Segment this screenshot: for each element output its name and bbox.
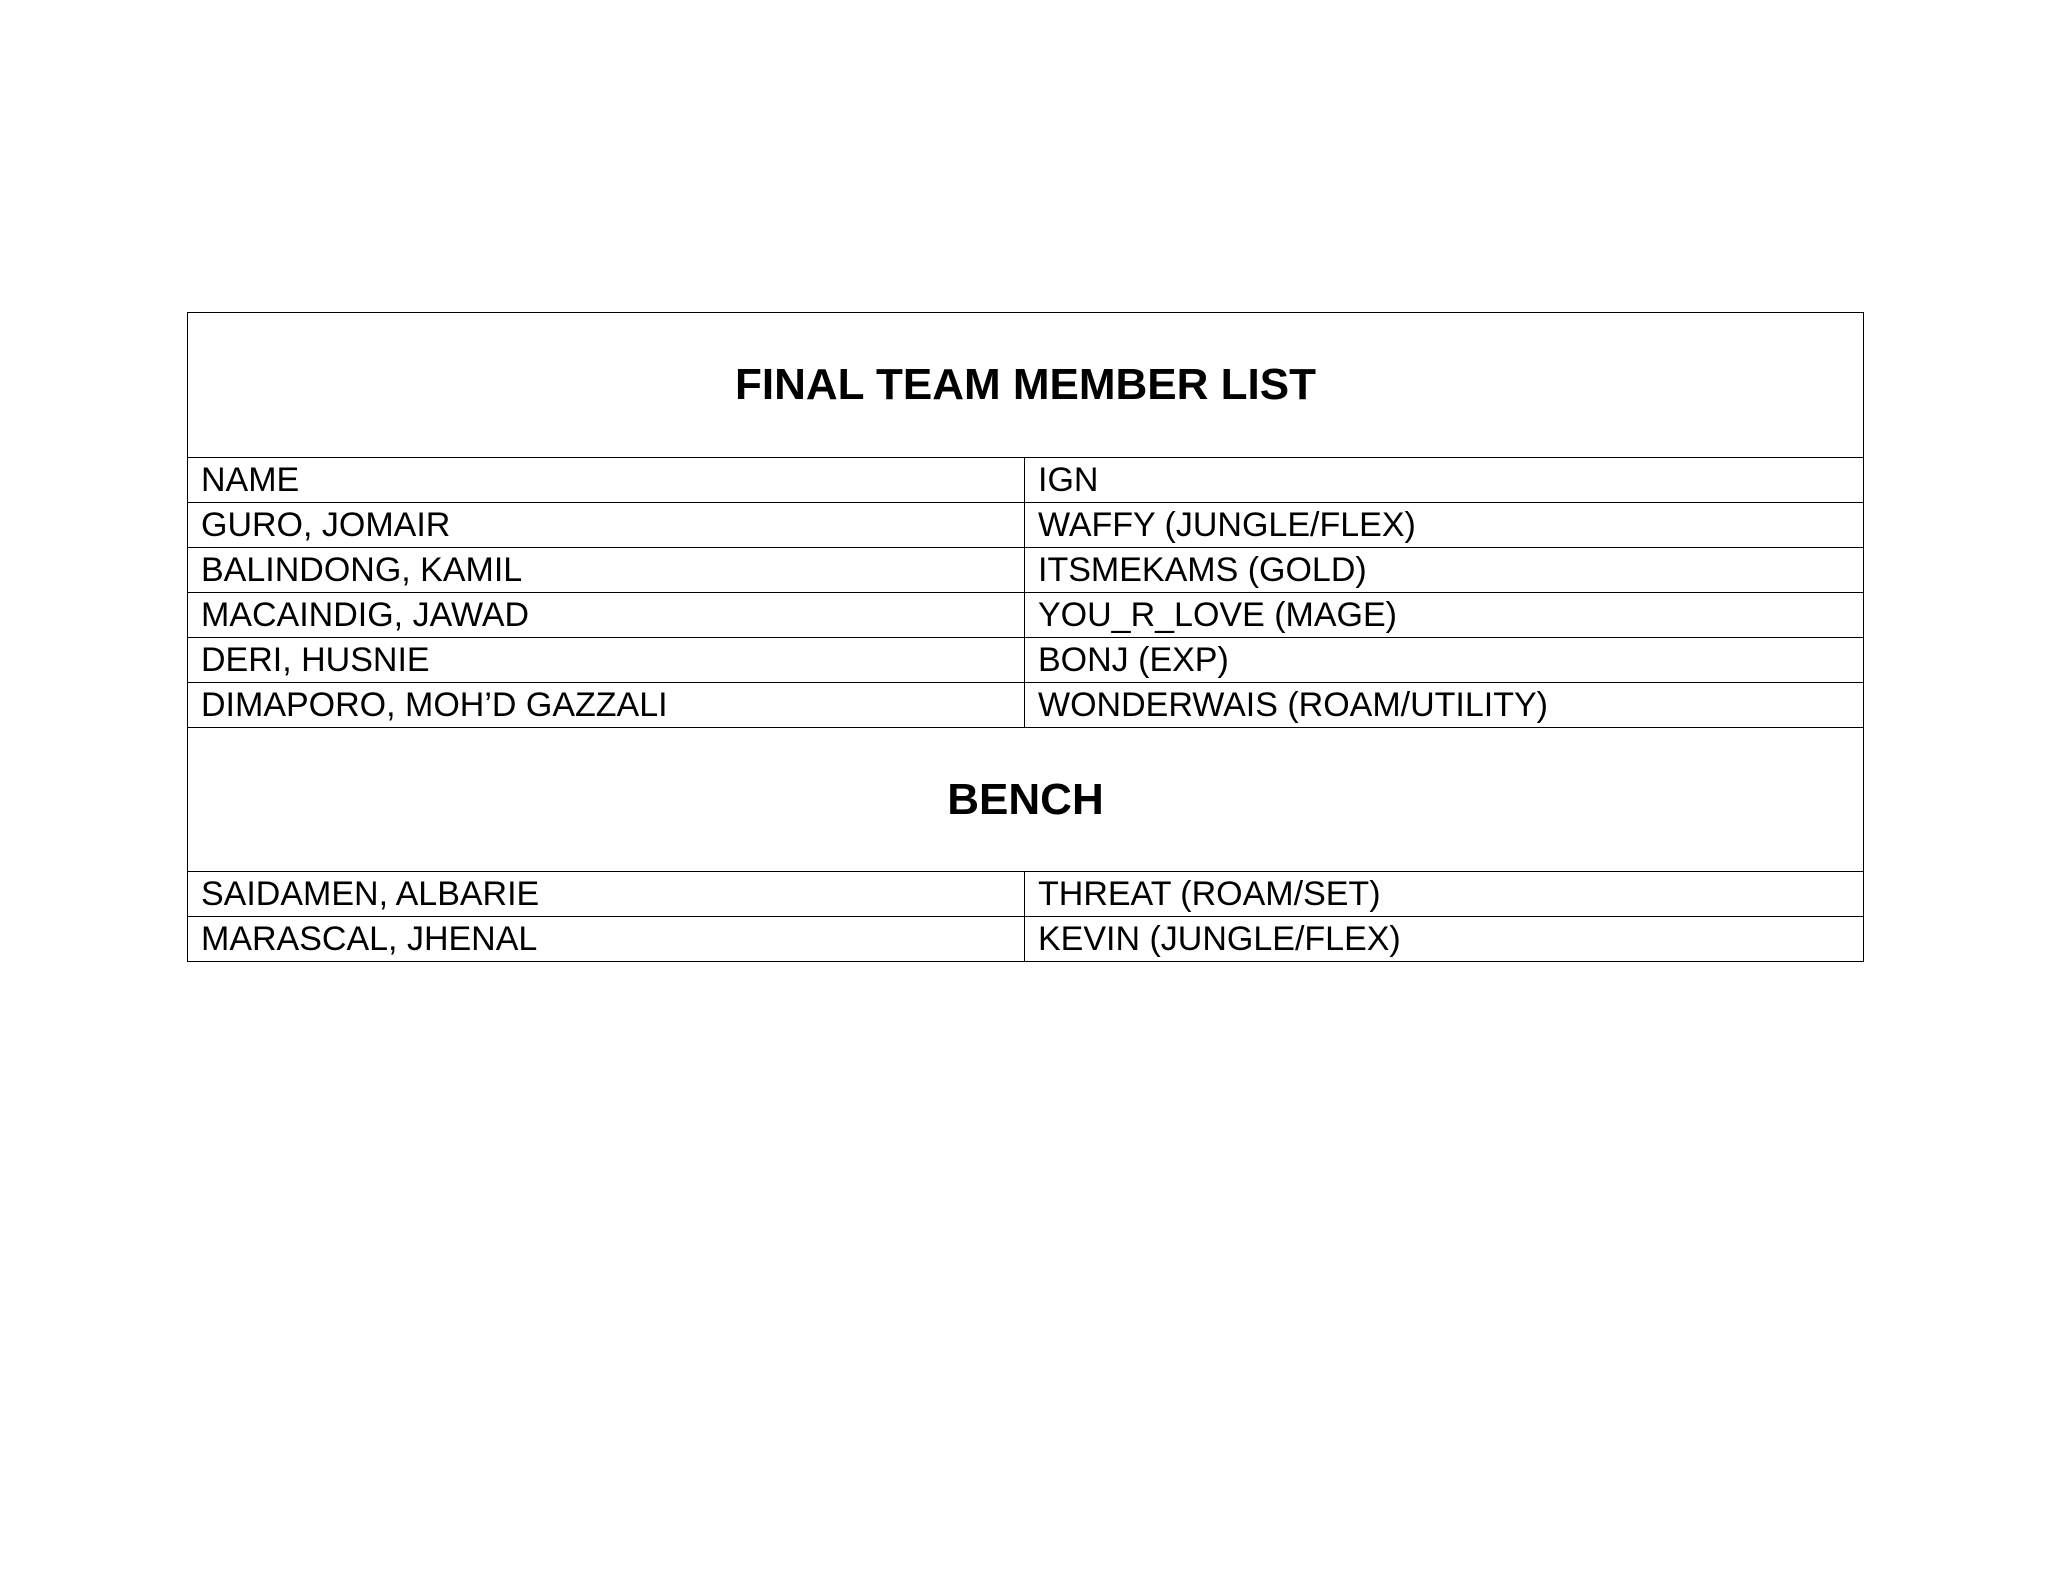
- column-header-ign: IGN: [1025, 458, 1864, 503]
- table-row: [188, 593, 1864, 638]
- table-row: [188, 917, 1864, 962]
- bench-ign-cell: KEVIN (JUNGLE/FLEX): [1025, 917, 1864, 962]
- member-name-cell: DERI, HUSNIE: [188, 638, 1025, 683]
- bench-name-cell: SAIDAMEN, ALBARIE: [188, 872, 1025, 917]
- bench-ign-cell: THREAT (ROAM/SET): [1025, 872, 1864, 917]
- member-ign-cell: WAFFY (JUNGLE/FLEX): [1025, 503, 1864, 548]
- bench-title-row: [188, 728, 1864, 872]
- table-row: [188, 638, 1864, 683]
- member-name-cell: BALINDONG, KAMIL: [188, 548, 1025, 593]
- table-row: [188, 872, 1864, 917]
- table-row: [188, 683, 1864, 728]
- table-row: [188, 548, 1864, 593]
- member-name-cell: GURO, JOMAIR: [188, 503, 1025, 548]
- member-ign-cell: WONDERWAIS (ROAM/UTILITY): [1025, 683, 1864, 728]
- member-name-cell: DIMAPORO, MOH’D GAZZALI: [188, 683, 1025, 728]
- table-title-row: [188, 313, 1864, 458]
- bench-title: BENCH: [188, 728, 1864, 872]
- member-ign-cell: BONJ (EXP): [1025, 638, 1864, 683]
- member-ign-cell: YOU_R_LOVE (MAGE): [1025, 593, 1864, 638]
- table-title: FINAL TEAM MEMBER LIST: [188, 313, 1864, 458]
- team-member-table: [187, 312, 1864, 962]
- table-header-row: [188, 458, 1864, 503]
- table-row: [188, 503, 1864, 548]
- member-name-cell: MACAINDIG, JAWAD: [188, 593, 1025, 638]
- bench-name-cell: MARASCAL, JHENAL: [188, 917, 1025, 962]
- column-header-name: NAME: [188, 458, 1025, 503]
- member-ign-cell: ITSMEKAMS (GOLD): [1025, 548, 1864, 593]
